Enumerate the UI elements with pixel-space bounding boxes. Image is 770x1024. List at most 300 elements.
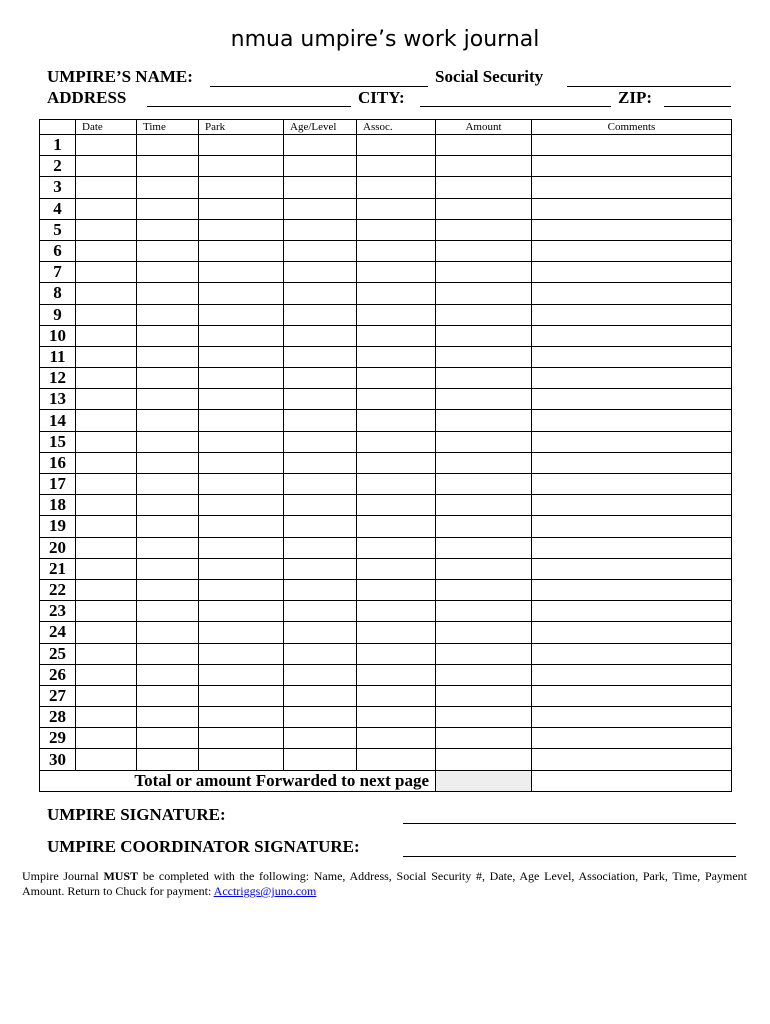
coordinator-signature-label: UMPIRE COORDINATOR SIGNATURE: [47,837,360,856]
table-row [40,219,732,240]
amount-cell[interactable] [436,283,532,304]
address-field[interactable] [147,106,351,107]
footer-text-before: Umpire Journal [22,869,104,883]
city-label: CITY: [358,88,405,107]
comments-cell[interactable] [532,389,732,410]
date-cell[interactable] [76,198,137,219]
date-cell[interactable] [76,219,137,240]
comments-cell[interactable] [532,135,732,156]
amount-cell[interactable] [436,325,532,346]
comments-cell[interactable] [532,474,732,495]
park-cell[interactable] [199,474,284,495]
park-cell[interactable] [199,410,284,431]
table-row [40,177,732,198]
total-comments-cell[interactable] [532,770,732,791]
age-level-cell[interactable] [284,495,357,516]
comments-cell[interactable] [532,537,732,558]
row-number: 7 [40,262,76,283]
age-level-cell[interactable] [284,304,357,325]
age-level-cell[interactable] [284,728,357,749]
row-number-header [40,120,76,135]
column-header-date: Date [76,120,137,135]
date-cell[interactable] [76,579,137,600]
amount-cell[interactable] [436,452,532,473]
amount-cell[interactable] [436,177,532,198]
amount-cell[interactable] [436,240,532,261]
time-cell[interactable] [137,537,199,558]
time-cell[interactable] [137,431,199,452]
date-cell[interactable] [76,410,137,431]
row-number: 29 [40,728,76,749]
row-number: 21 [40,558,76,579]
column-header-amount: Amount [436,120,532,135]
assoc-cell[interactable] [357,664,436,685]
date-cell[interactable] [76,304,137,325]
amount-cell[interactable] [436,262,532,283]
comments-cell[interactable] [532,219,732,240]
assoc-cell[interactable] [357,431,436,452]
date-cell[interactable] [76,601,137,622]
comments-cell[interactable] [532,177,732,198]
time-cell[interactable] [137,368,199,389]
time-cell[interactable] [137,643,199,664]
time-cell[interactable] [137,219,199,240]
assoc-cell[interactable] [357,240,436,261]
comments-cell[interactable] [532,452,732,473]
date-cell[interactable] [76,156,137,177]
time-cell[interactable] [137,389,199,410]
assoc-cell[interactable] [357,643,436,664]
time-cell[interactable] [137,452,199,473]
amount-cell[interactable] [436,156,532,177]
comments-cell[interactable] [532,728,732,749]
amount-cell[interactable] [436,579,532,600]
assoc-cell[interactable] [357,558,436,579]
row-number: 20 [40,537,76,558]
assoc-cell[interactable] [357,368,436,389]
assoc-cell[interactable] [357,283,436,304]
amount-cell[interactable] [436,368,532,389]
table-row [40,749,732,770]
date-cell[interactable] [76,622,137,643]
assoc-cell[interactable] [357,262,436,283]
age-level-cell[interactable] [284,707,357,728]
park-cell[interactable] [199,643,284,664]
row-number: 4 [40,198,76,219]
time-cell[interactable] [137,664,199,685]
amount-cell[interactable] [436,749,532,770]
row-number: 30 [40,749,76,770]
row-number: 25 [40,643,76,664]
amount-cell[interactable] [436,198,532,219]
umpire-signature-label: UMPIRE SIGNATURE: [47,805,226,824]
park-cell[interactable] [199,368,284,389]
assoc-cell[interactable] [357,579,436,600]
age-level-cell[interactable] [284,474,357,495]
age-level-cell[interactable] [284,198,357,219]
amount-cell[interactable] [436,410,532,431]
age-level-cell[interactable] [284,516,357,537]
date-cell[interactable] [76,346,137,367]
table-row [40,262,732,283]
assoc-cell[interactable] [357,410,436,431]
park-cell[interactable] [199,664,284,685]
park-cell[interactable] [199,622,284,643]
date-cell[interactable] [76,262,137,283]
time-cell[interactable] [137,474,199,495]
comments-cell[interactable] [532,707,732,728]
date-cell[interactable] [76,135,137,156]
amount-cell[interactable] [436,431,532,452]
comments-cell[interactable] [532,622,732,643]
assoc-cell[interactable] [357,495,436,516]
column-header-park: Park [199,120,284,135]
zip-label: ZIP: [618,88,652,107]
comments-cell[interactable] [532,495,732,516]
umpire-name-label: UMPIRE’S NAME: [47,67,193,86]
comments-cell[interactable] [532,579,732,600]
park-cell[interactable] [199,537,284,558]
time-cell[interactable] [137,325,199,346]
park-cell[interactable] [199,601,284,622]
row-number: 28 [40,707,76,728]
page-title: nmua umpire’s work journal [230,27,540,52]
table-row [40,304,732,325]
total-label: Total or amount Forwarded to next page [40,770,436,791]
assoc-cell[interactable] [357,198,436,219]
amount-cell[interactable] [436,685,532,706]
table-row [40,198,732,219]
table-row [40,537,732,558]
time-cell[interactable] [137,516,199,537]
time-cell[interactable] [137,495,199,516]
age-level-cell[interactable] [284,135,357,156]
amount-cell[interactable] [436,389,532,410]
row-number: 5 [40,219,76,240]
park-cell[interactable] [199,558,284,579]
coordinator-signature-field[interactable] [403,856,736,857]
age-level-cell[interactable] [284,537,357,558]
time-cell[interactable] [137,135,199,156]
amount-cell[interactable] [436,304,532,325]
comments-cell[interactable] [532,601,732,622]
date-cell[interactable] [76,516,137,537]
age-level-cell[interactable] [284,558,357,579]
park-cell[interactable] [199,346,284,367]
park-cell[interactable] [199,177,284,198]
assoc-cell[interactable] [357,452,436,473]
park-cell[interactable] [199,431,284,452]
time-cell[interactable] [137,346,199,367]
assoc-cell[interactable] [357,389,436,410]
comments-cell[interactable] [532,240,732,261]
table-row [40,346,732,367]
age-level-cell[interactable] [284,325,357,346]
table-row [40,685,732,706]
park-cell[interactable] [199,219,284,240]
comments-cell[interactable] [532,643,732,664]
time-cell[interactable] [137,240,199,261]
comments-cell[interactable] [532,516,732,537]
comments-cell[interactable] [532,431,732,452]
table-row [40,474,732,495]
table-row [40,664,732,685]
row-number: 12 [40,368,76,389]
assoc-cell[interactable] [357,219,436,240]
zip-field[interactable] [664,106,731,107]
park-cell[interactable] [199,495,284,516]
date-cell[interactable] [76,325,137,346]
comments-cell[interactable] [532,410,732,431]
age-level-cell[interactable] [284,219,357,240]
comments-cell[interactable] [532,283,732,304]
table-row [40,601,732,622]
amount-cell[interactable] [436,707,532,728]
city-field[interactable] [420,106,611,107]
amount-cell[interactable] [436,495,532,516]
column-header-time: Time [137,120,199,135]
age-level-cell[interactable] [284,749,357,770]
column-header-age-level: Age/Level [284,120,357,135]
social-security-field[interactable] [567,86,731,87]
row-number: 6 [40,240,76,261]
age-level-cell[interactable] [284,685,357,706]
comments-cell[interactable] [532,368,732,389]
age-level-cell[interactable] [284,240,357,261]
row-number: 10 [40,325,76,346]
amount-cell[interactable] [436,664,532,685]
comments-cell[interactable] [532,262,732,283]
row-number: 22 [40,579,76,600]
age-level-cell[interactable] [284,389,357,410]
date-cell[interactable] [76,495,137,516]
date-cell[interactable] [76,664,137,685]
table-row [40,495,732,516]
age-level-cell[interactable] [284,664,357,685]
park-cell[interactable] [199,728,284,749]
date-cell[interactable] [76,368,137,389]
time-cell[interactable] [137,749,199,770]
date-cell[interactable] [76,389,137,410]
assoc-cell[interactable] [357,474,436,495]
date-cell[interactable] [76,431,137,452]
comments-cell[interactable] [532,685,732,706]
time-cell[interactable] [137,262,199,283]
age-level-cell[interactable] [284,579,357,600]
row-number: 19 [40,516,76,537]
park-cell[interactable] [199,283,284,304]
assoc-cell[interactable] [357,304,436,325]
table-row [40,707,732,728]
social-security-label: Social Security [435,67,544,86]
park-cell[interactable] [199,389,284,410]
row-number: 17 [40,474,76,495]
date-cell[interactable] [76,685,137,706]
age-level-cell[interactable] [284,156,357,177]
row-number: 8 [40,283,76,304]
address-label: ADDRESS [47,88,127,107]
row-number: 15 [40,431,76,452]
amount-cell[interactable] [436,219,532,240]
table-row [40,516,732,537]
row-number: 14 [40,410,76,431]
table-row [40,410,732,431]
comments-cell[interactable] [532,198,732,219]
row-number: 27 [40,685,76,706]
table-row [40,558,732,579]
amount-cell[interactable] [436,728,532,749]
row-number: 13 [40,389,76,410]
park-cell[interactable] [199,198,284,219]
date-cell[interactable] [76,240,137,261]
date-cell[interactable] [76,707,137,728]
park-cell[interactable] [199,304,284,325]
time-cell[interactable] [137,304,199,325]
assoc-cell[interactable] [357,728,436,749]
table-row [40,389,732,410]
email-link[interactable]: Acctriggs@juno.com [213,884,317,898]
age-level-cell[interactable] [284,368,357,389]
park-cell[interactable] [199,685,284,706]
time-cell[interactable] [137,283,199,304]
time-cell[interactable] [137,601,199,622]
row-number: 26 [40,664,76,685]
umpire-signature-field[interactable] [403,823,736,824]
table-row [40,622,732,643]
row-number: 1 [40,135,76,156]
assoc-cell[interactable] [357,135,436,156]
age-level-cell[interactable] [284,643,357,664]
comments-cell[interactable] [532,156,732,177]
age-level-cell[interactable] [284,262,357,283]
time-cell[interactable] [137,177,199,198]
row-number: 11 [40,346,76,367]
park-cell[interactable] [199,516,284,537]
age-level-cell[interactable] [284,410,357,431]
assoc-cell[interactable] [357,707,436,728]
time-cell[interactable] [137,622,199,643]
total-row [40,770,732,791]
age-level-cell[interactable] [284,177,357,198]
time-cell[interactable] [137,198,199,219]
work-journal-table [39,119,732,792]
table-row [40,431,732,452]
amount-cell[interactable] [436,346,532,367]
instructions-footer [22,869,747,899]
row-number: 9 [40,304,76,325]
row-number: 24 [40,622,76,643]
age-level-cell[interactable] [284,601,357,622]
table-row [40,135,732,156]
column-header-assoc: Assoc. [357,120,436,135]
amount-cell[interactable] [436,135,532,156]
comments-cell[interactable] [532,325,732,346]
comments-cell[interactable] [532,749,732,770]
table-row [40,283,732,304]
date-cell[interactable] [76,177,137,198]
table-header-row [40,120,732,135]
park-cell[interactable] [199,262,284,283]
age-level-cell[interactable] [284,346,357,367]
park-cell[interactable] [199,579,284,600]
amount-cell[interactable] [436,537,532,558]
footer-text-after: be completed with the following: Name, Address, Social Security #, Date, Age Level, Association, Park, Time, Payment Amount. Return to Chuck for payment: [22,869,748,898]
time-cell[interactable] [137,728,199,749]
table-row [40,452,732,473]
date-cell[interactable] [76,728,137,749]
assoc-cell[interactable] [357,516,436,537]
time-cell[interactable] [137,707,199,728]
total-amount-cell[interactable] [436,770,532,791]
assoc-cell[interactable] [357,177,436,198]
amount-cell[interactable] [436,558,532,579]
row-number: 2 [40,156,76,177]
row-number: 18 [40,495,76,516]
age-level-cell[interactable] [284,431,357,452]
table-row [40,643,732,664]
comments-cell[interactable] [532,558,732,579]
time-cell[interactable] [137,410,199,431]
park-cell[interactable] [199,707,284,728]
row-number: 23 [40,601,76,622]
assoc-cell[interactable] [357,156,436,177]
comments-cell[interactable] [532,664,732,685]
assoc-cell[interactable] [357,346,436,367]
amount-cell[interactable] [436,516,532,537]
table-row [40,156,732,177]
assoc-cell[interactable] [357,537,436,558]
date-cell[interactable] [76,749,137,770]
assoc-cell[interactable] [357,325,436,346]
age-level-cell[interactable] [284,283,357,304]
date-cell[interactable] [76,537,137,558]
age-level-cell[interactable] [284,622,357,643]
time-cell[interactable] [137,579,199,600]
amount-cell[interactable] [436,601,532,622]
age-level-cell[interactable] [284,452,357,473]
date-cell[interactable] [76,474,137,495]
comments-cell[interactable] [532,304,732,325]
assoc-cell[interactable] [357,601,436,622]
time-cell[interactable] [137,156,199,177]
table-row [40,325,732,346]
date-cell[interactable] [76,452,137,473]
amount-cell[interactable] [436,474,532,495]
assoc-cell[interactable] [357,749,436,770]
table-row [40,728,732,749]
date-cell[interactable] [76,558,137,579]
time-cell[interactable] [137,685,199,706]
park-cell[interactable] [199,135,284,156]
comments-cell[interactable] [532,346,732,367]
park-cell[interactable] [199,325,284,346]
park-cell[interactable] [199,240,284,261]
umpire-name-field[interactable] [210,86,428,87]
assoc-cell[interactable] [357,622,436,643]
park-cell[interactable] [199,452,284,473]
assoc-cell[interactable] [357,685,436,706]
time-cell[interactable] [137,558,199,579]
amount-cell[interactable] [436,643,532,664]
park-cell[interactable] [199,156,284,177]
row-number: 16 [40,452,76,473]
row-number: 3 [40,177,76,198]
date-cell[interactable] [76,283,137,304]
park-cell[interactable] [199,749,284,770]
amount-cell[interactable] [436,622,532,643]
column-header-comments: Comments [532,120,732,135]
date-cell[interactable] [76,643,137,664]
